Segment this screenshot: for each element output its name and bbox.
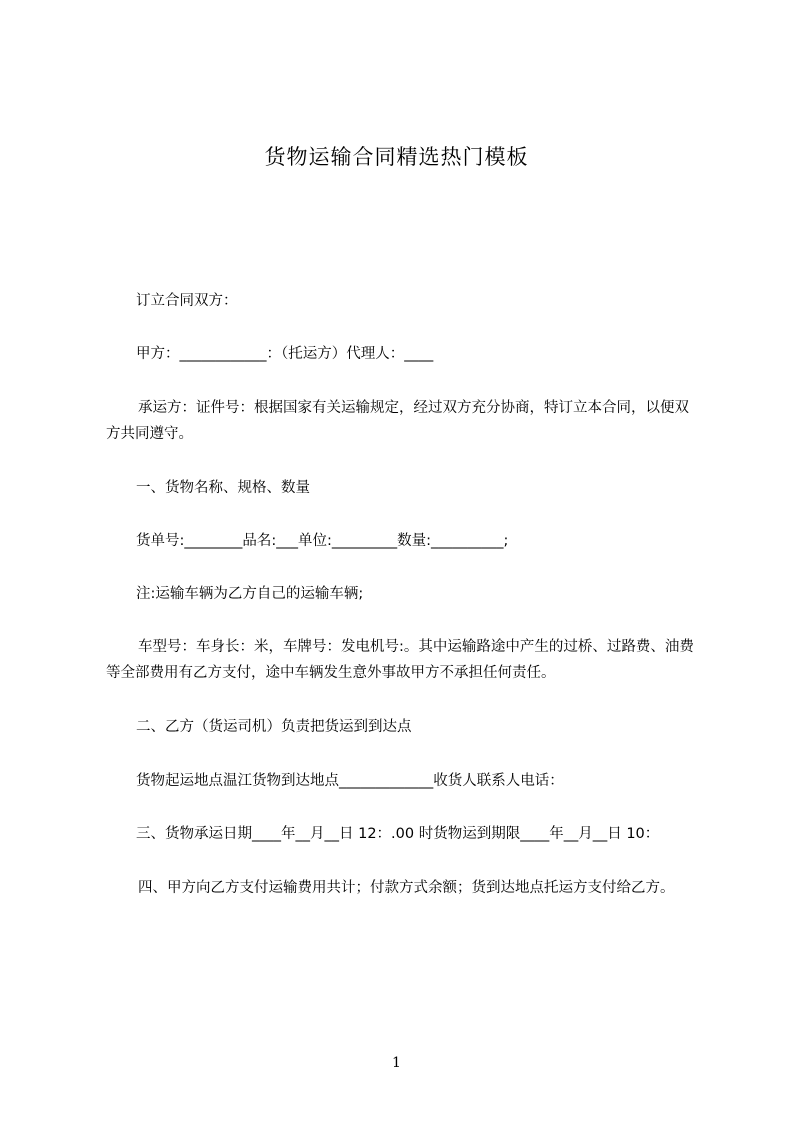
paragraph-parties: 订立合同双方： [136,293,238,309]
paragraph-delivery-location: 货物起运地点温江货物到达地点_____________收货人联系人电话： [136,773,564,789]
paragraph-party-a: 甲方：____________：（托运方）代理人：____ [136,346,434,362]
document-title: 货物运输合同精选热门模板 [264,145,529,169]
page-number: 1 [392,1055,401,1071]
paragraph-carrier: 承运方：证件号：根据国家有关运输规定，经过双方充分协商，特订立本合同，以便双方共同遵守。 [106,400,689,442]
paragraph-delivery-dates: 三、货物承运日期____年__月__日 12：.00 时货物运到期限____年__月__日 10： [136,826,660,842]
paragraph-goods-details: 货单号:________品名:___单位:_________数量:__________; [136,533,509,549]
section-heading-delivery: 二、乙方（货运司机）负责把货运到到达点 [136,719,412,735]
section-heading-goods: 一、货物名称、规格、数量 [136,480,310,496]
paragraph-payment: 四、甲方向乙方支付运输费用共计；付款方式余额；货到达地点托运方支付给乙方。 [138,880,675,896]
paragraph-vehicle-note: 注:运输车辆为乙方自己的运输车辆; [136,586,364,602]
paragraph-vehicle-details: 车型号：车身长：米，车牌号：发电机号:。其中运输路途中产生的过桥、过路费、油费等全部费用有乙方支付，途中车辆发生意外事故甲方不承担任何责任。 [106,639,694,681]
